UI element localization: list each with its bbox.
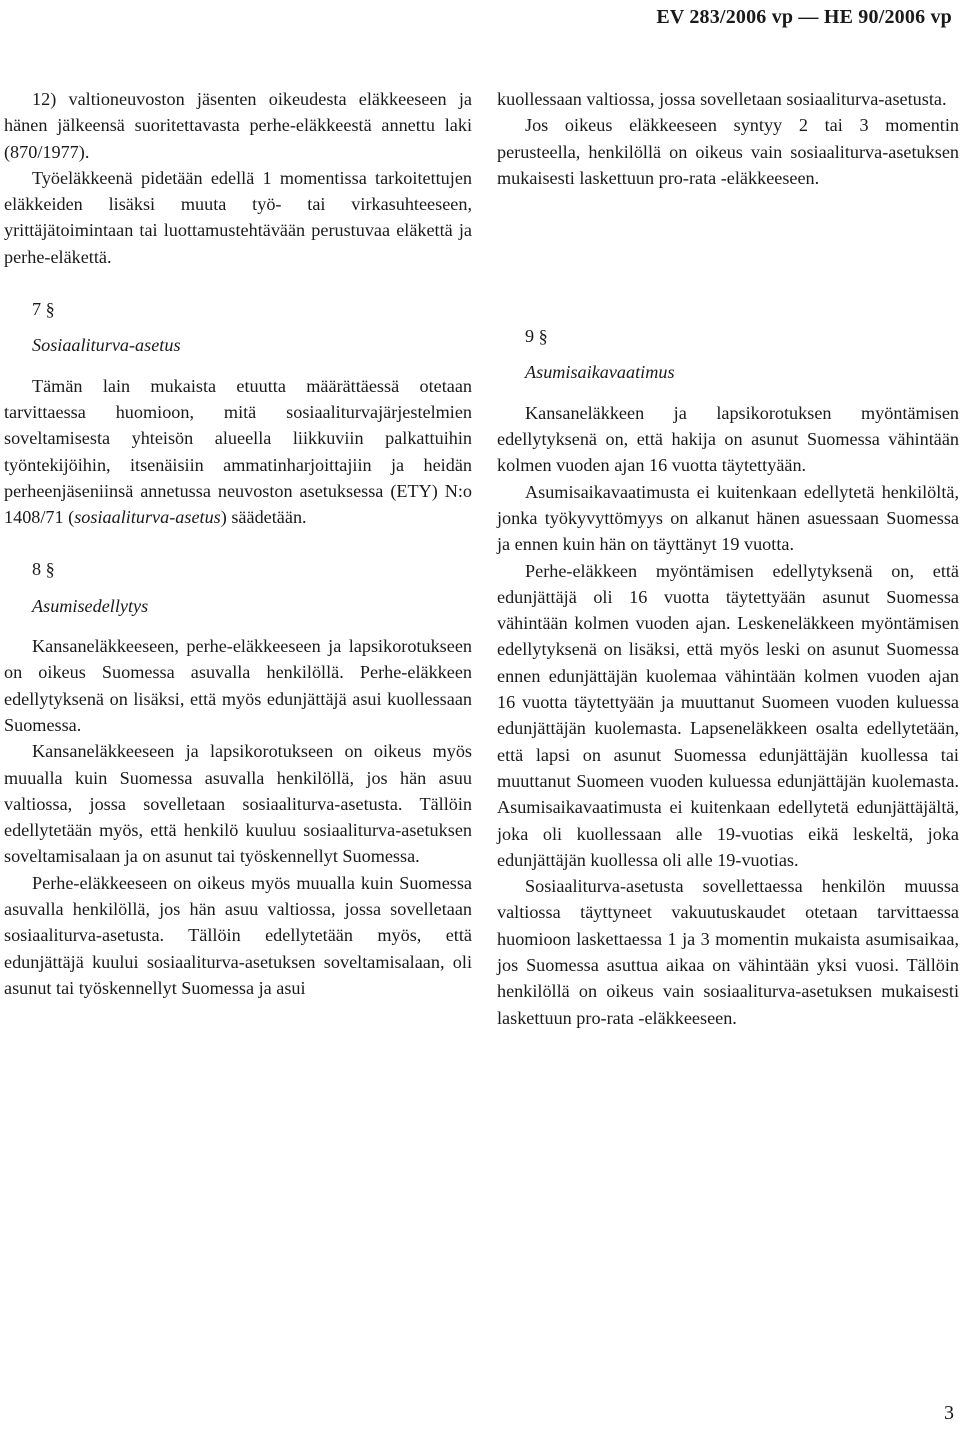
section-8-number: 8 § xyxy=(32,559,55,580)
section-9-title: Asumisaikavaatimus xyxy=(525,362,675,383)
section-7-text-before: Tämän lain mukaista etuutta määrättäessä otetaan tarvittaessa huomioon, mitä sosiaaliturvajärjestelmien soveltamisesta yhteisön alueella liikkuviin palkattuihin työntekijöihin, itsenäisiin ammatinharjoittajiin ja heidän perheenjäseniinsä annetussa neuvoston asetuksessa (ETY) N:o 1408/71 ( xyxy=(4,375,472,528)
section-7-italic-term: sosiaaliturva-asetus xyxy=(74,507,221,528)
running-header: EV 283/2006 vp — HE 90/2006 vp xyxy=(656,6,952,28)
intro-paragraph: Työeläkkeenä pidetään edellä 1 momentissa tarkoitettujen eläkkeiden lisäksi muuta työ- tai virkasuhteeseen, yrittäjätoimintaan tai luottamustehtävään perustuvaa eläkettä ja perhe-eläkettä. xyxy=(4,167,472,267)
left-column xyxy=(4,86,472,1001)
section-8-paragraph-2: Kansaneläkkeeseen ja lapsikorotukseen on oikeus myös muualla kuin Suomessa asuvalla henkilöllä, jos hän asuu valtiossa, jossa sovelletaan sosiaaliturva-asetusta. Tällöin edellytetään myös, että henkilö kuuluu sosiaaliturva-asetuksen soveltamisalaan ja on asunut tai työskennellyt Suomessa. xyxy=(4,741,472,867)
section-7-title: Sosiaaliturva-asetus xyxy=(32,335,181,356)
section-9-paragraph-1: Kansaneläkkeen ja lapsikorotuksen myöntämisen edellytyksenä on, että hakija on asunut Suomessa vähintään kolmen vuoden ajan 16 vuotta täytettyään. xyxy=(497,402,959,476)
section-7-paragraph xyxy=(4,373,472,531)
section-8-title: Asumisedellytys xyxy=(32,595,149,616)
item-12: 12) valtioneuvoston jäsenten oikeudesta eläkkeeseen ja hänen jälkeensä suoritettavasta perhe-eläkkeestä annettu laki (870/1977). xyxy=(4,89,472,162)
section-7-number: 7 § xyxy=(32,299,55,320)
right-column xyxy=(497,86,959,1031)
section-9-paragraph-4: Sosiaaliturva-asetusta sovellettaessa henkilön muussa valtiossa täyttyneet vakuutuskaudet otetaan tarvittaessa huomioon laskettaessa 1 ja 3 momentin mukaista asumisaikaa, jos Suomessa asuttua aikaa on vähintään yksi vuosi. Tällöin henkilöllä on oikeus vain sosiaaliturva-asetuksen mukaisesti laskettuun pro-rata -eläkkeeseen. xyxy=(497,876,959,1028)
pro-rata-paragraph: Jos oikeus eläkkeeseen syntyy 2 tai 3 momentin perusteella, henkilöllä on oikeus vain sosiaaliturva-asetuksen mukaisesti laskettuun pro-rata -eläkkeeseen. xyxy=(497,115,959,188)
continuation-text: kuollessaan valtiossa, jossa sovelletaan sosiaaliturva-asetusta. xyxy=(497,89,947,109)
section-9-paragraph-3: Perhe-eläkkeen myöntämisen edellytyksenä on, että edunjättäjä oli 16 vuotta täytettyään asunut Suomessa vähintään kolmen vuoden ajan. Leskeneläkkeen myöntämisen edellytyksenä on lisäksi, että myös leski on asunut Suomessa ennen edunjättäjän kuolemaa vähintään kolmen vuoden ajan 16 vuotta täytettyään ja muuttanut Suomeen vuoden kuluessa edunjättäjän kuolemasta. Lapseneläkkeen osalta edellytetään, että lapsi on asunut Suomessa edunjättäjän kuollessa tai muuttanut Suomeen vuoden kuluessa edunjättäjän kuolemasta. Asumisaikavaatimusta ei kuitenkaan edellytetä edunjättäjältä, joka oli kuollessaan alle 19-vuotias eikä leskeltä, joka edunjättäjän kuollessa oli alle 19-vuotias. xyxy=(497,560,959,870)
section-7-text-after: ) säädetään. xyxy=(220,507,307,528)
section-9-number: 9 § xyxy=(525,326,548,347)
section-9-paragraph-2: Asumisaikavaatimusta ei kuitenkaan edellytetä henkilöltä, jonka työkyvyttömyys on alkanut hänen asuessaan Suomessa ja ennen kuin hän on täyttänyt 19 vuotta. xyxy=(497,481,959,555)
section-8-paragraph-3: Perhe-eläkkeeseen on oikeus myös muualla kuin Suomessa asuvalla henkilöllä, jos hän asuu valtiossa, jossa sovelletaan sosiaaliturva-asetusta. Tällöin edellytetään myös, että edunjättäjä kuului sosiaaliturva-asetuksen soveltamisalaan, oli asunut tai työskennellyt Suomessa ja asui xyxy=(4,872,472,998)
section-8-paragraph-1: Kansaneläkkeeseen, perhe-eläkkeeseen ja lapsikorotukseen on oikeus Suomessa asuvalla henkilöllä. Perhe-eläkkeen edellytyksenä on lisäksi, että myös edunjättäjä asui kuollessaan Suomessa. xyxy=(4,636,472,735)
page-number: 3 xyxy=(944,1402,954,1424)
